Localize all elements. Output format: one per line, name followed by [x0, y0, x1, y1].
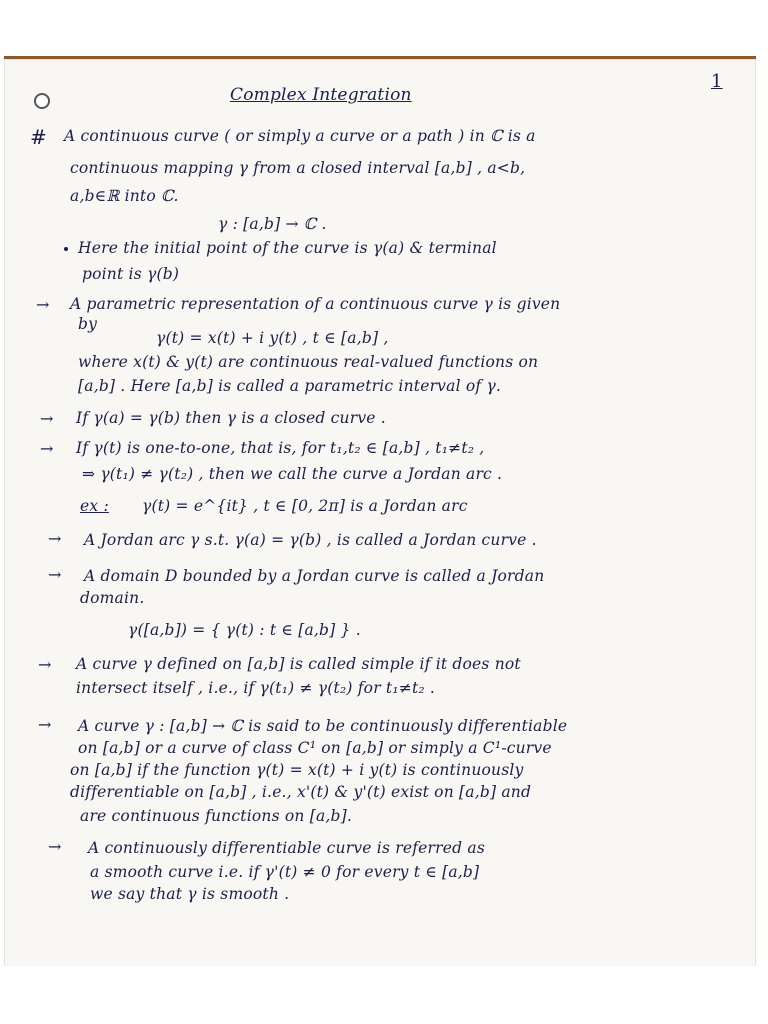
text-line: A continuous curve ( or simply a curve or a path ) in ℂ is a	[64, 127, 536, 145]
ring-hole-icon	[34, 93, 50, 109]
hash-bullet-icon: #	[30, 125, 47, 149]
text-line: If γ(t) is one-to-one, that is, for t₁,t₂ ∈ [a,b] , t₁≠t₂ ,	[76, 439, 485, 457]
text-line: A Jordan arc γ s.t. γ(a) = γ(b) , is called a Jordan curve .	[84, 531, 537, 549]
text-line: [a,b] . Here [a,b] is called a parametric interval of γ.	[78, 377, 502, 395]
arrow-bullet-icon: →	[40, 439, 54, 458]
text-line: intersect itself , i.e., if γ(t₁) ≠ γ(t₂) for t₁≠t₂ .	[76, 679, 436, 697]
arrow-bullet-icon: →	[38, 655, 52, 674]
page-title: Complex Integration	[230, 85, 412, 105]
text-line: continuous mapping γ from a closed interval [a,b] , a<b,	[70, 159, 526, 177]
text-line: A curve γ defined on [a,b] is called simple if it does not	[76, 655, 521, 673]
text-line: we say that γ is smooth .	[90, 885, 290, 903]
text-line: domain.	[80, 589, 145, 607]
text-line: a smooth curve i.e. if γ'(t) ≠ 0 for every t ∈ [a,b]	[90, 863, 480, 881]
example-label: ex :	[80, 497, 109, 515]
arrow-bullet-icon: →	[36, 295, 50, 314]
text-line: A domain D bounded by a Jordan curve is called a Jordan	[84, 567, 545, 585]
text-line: Here the initial point of the curve is γ(a) & terminal	[78, 239, 497, 257]
text-line: where x(t) & y(t) are continuous real-valued functions on	[78, 353, 539, 371]
text-line: A parametric representation of a continuous curve γ is given	[70, 295, 561, 313]
arrow-bullet-icon: →	[38, 715, 52, 734]
text-line: on [a,b] or a curve of class C¹ on [a,b] or simply a C¹-curve	[78, 739, 552, 757]
arrow-bullet-icon: →	[48, 529, 62, 548]
text-line: by	[78, 315, 98, 333]
text-line: γ([a,b]) = { γ(t) : t ∈ [a,b] } .	[128, 621, 361, 639]
text-line: point is γ(b)	[82, 265, 180, 283]
text-line: differentiable on [a,b] , i.e., x'(t) & y'(t) exist on [a,b] and	[70, 783, 532, 801]
text-line: on [a,b] if the function γ(t) = x(t) + i y(t) is continuously	[70, 761, 524, 779]
arrow-bullet-icon: →	[48, 837, 62, 856]
notebook-page	[4, 56, 756, 969]
text-line: A continuously differentiable curve is referred as	[88, 839, 485, 857]
page-margin	[0, 966, 768, 1024]
text-line: γ(t) = e^{it} , t ∈ [0, 2π] is a Jordan arc	[142, 497, 468, 515]
text-line: A curve γ : [a,b] → ℂ is said to be continuously differentiable	[78, 717, 568, 735]
page-number: 1	[711, 71, 723, 92]
arrow-bullet-icon: →	[48, 565, 62, 584]
text-line: are continuous functions on [a,b].	[80, 807, 353, 825]
text-line: If γ(a) = γ(b) then γ is a closed curve .	[76, 409, 386, 427]
arrow-bullet-icon: →	[40, 409, 54, 428]
text-line: γ : [a,b] → ℂ .	[218, 215, 327, 233]
text-line: a,b∈ℝ into ℂ.	[70, 187, 179, 205]
text-line: ⇒ γ(t₁) ≠ γ(t₂) , then we call the curve a Jordan arc .	[82, 465, 503, 483]
bullet-dot-icon	[64, 247, 68, 251]
text-line: γ(t) = x(t) + i y(t) , t ∈ [a,b] ,	[156, 329, 389, 347]
